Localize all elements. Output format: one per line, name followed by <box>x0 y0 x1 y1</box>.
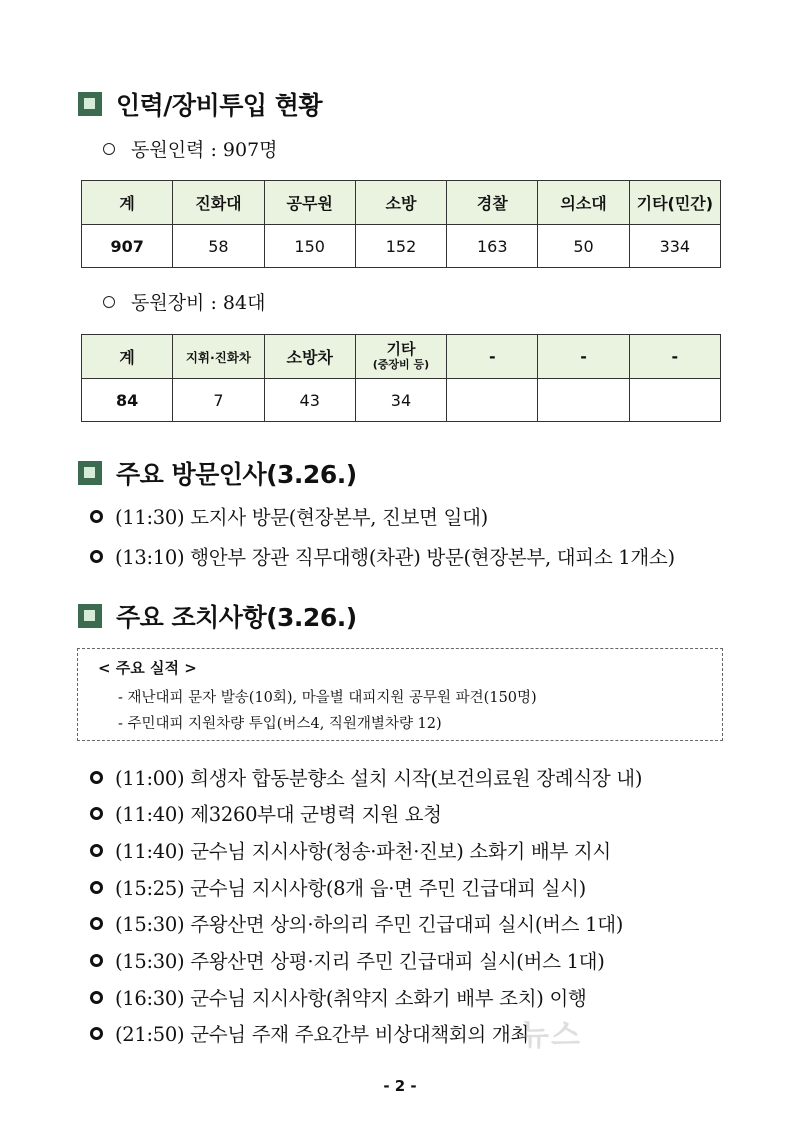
table-cell: 334 <box>629 225 720 268</box>
highlights-item: - 주민대피 지원차량 투입(버스4, 직원개별차량 12) <box>118 716 442 732</box>
highlights-heading: < 주요 실적 > <box>98 659 197 677</box>
table-cell: 7 <box>173 379 264 422</box>
personnel-subheading <box>103 135 278 162</box>
table-header-cell: 공무원 <box>264 181 355 225</box>
equipment-table <box>81 334 721 422</box>
personnel-table <box>81 180 721 268</box>
table-cell <box>447 379 538 422</box>
action-item <box>90 946 605 974</box>
table-row <box>82 225 721 268</box>
equipment-label: 동원장비 : 84대 <box>131 292 266 314</box>
table-cell: 907 <box>82 225 173 268</box>
section-title: 인력/장비투입 현황 <box>116 91 323 120</box>
section-heading-visits <box>78 455 357 491</box>
table-header-cell: - <box>447 335 538 379</box>
table-header-cell: - <box>629 335 720 379</box>
square-bullet-icon <box>78 92 102 116</box>
circle-bullet-icon <box>90 771 103 784</box>
table-cell: 43 <box>264 379 355 422</box>
action-text: (11:40) 제3260부대 군병력 지원 요청 <box>115 803 442 826</box>
action-item <box>90 763 642 791</box>
table-cell: 34 <box>355 379 446 422</box>
table-header-row <box>82 181 721 225</box>
circle-bullet-icon <box>90 550 103 563</box>
circle-bullet-icon <box>90 844 103 857</box>
header-main-text: 기타 <box>386 340 416 358</box>
table-header-row <box>82 335 721 379</box>
personnel-label: 동원인력 : 907명 <box>131 139 278 161</box>
action-item <box>90 836 611 864</box>
table-header-cell <box>355 335 446 379</box>
visit-text: (13:10) 행안부 장관 직무대행(차관) 방문(현장본부, 대피소 1개소) <box>115 546 675 569</box>
circle-bullet-icon <box>90 991 103 1004</box>
action-item <box>90 909 623 937</box>
section-heading-resources <box>78 86 322 122</box>
page-number: - 2 - <box>383 1077 417 1095</box>
circle-bullet-icon <box>90 1027 103 1040</box>
action-text: (11:40) 군수님 지시사항(청송·파천·진보) 소화기 배부 지시 <box>115 840 611 863</box>
circle-bullet-icon <box>103 296 115 308</box>
table-header-cell: 진화대 <box>173 181 264 225</box>
action-item <box>90 1019 529 1047</box>
circle-bullet-icon <box>90 954 103 967</box>
watermark: 뉴스 <box>520 1018 582 1053</box>
section-heading-actions <box>78 598 357 634</box>
table-header-cell: 계 <box>82 335 173 379</box>
table-header-cell: 기타(민간) <box>629 181 720 225</box>
equipment-subheading <box>103 288 265 315</box>
circle-bullet-icon <box>90 510 103 523</box>
table-cell: 50 <box>538 225 629 268</box>
visit-item <box>90 542 675 570</box>
table-header-cell: 소방차 <box>264 335 355 379</box>
action-item <box>90 983 587 1011</box>
action-text: (11:00) 희생자 합동분향소 설치 시작(보건의료원 장례식장 내) <box>115 767 643 790</box>
action-item <box>90 799 442 827</box>
section-title: 주요 조치사항(3.26.) <box>116 603 357 632</box>
table-cell: 84 <box>82 379 173 422</box>
circle-bullet-icon <box>90 881 103 894</box>
table-header-cell: 계 <box>82 181 173 225</box>
table-header-cell: 소방 <box>355 181 446 225</box>
table-cell <box>538 379 629 422</box>
table-cell: 58 <box>173 225 264 268</box>
circle-bullet-icon <box>103 143 115 155</box>
action-text: (21:50) 군수님 주재 주요간부 비상대책회의 개최 <box>115 1023 529 1046</box>
square-bullet-icon <box>78 604 102 628</box>
square-bullet-icon <box>78 461 102 485</box>
highlights-box <box>77 648 723 741</box>
action-text: (15:25) 군수님 지시사항(8개 읍·면 주민 긴급대피 실시) <box>115 877 586 900</box>
action-text: (16:30) 군수님 지시사항(취약지 소화기 배부 조치) 이행 <box>115 987 587 1010</box>
table-cell: 163 <box>447 225 538 268</box>
highlights-item: - 재난대피 문자 발송(10회), 마을별 대피지원 공무원 파견(150명) <box>118 690 537 706</box>
table-header-cell: - <box>538 335 629 379</box>
action-item <box>90 873 586 901</box>
table-cell <box>629 379 720 422</box>
circle-bullet-icon <box>90 807 103 820</box>
table-row <box>82 379 721 422</box>
action-text: (15:30) 주왕산면 상평·지리 주민 긴급대피 실시(버스 1대) <box>115 950 605 973</box>
table-header-cell: 의소대 <box>538 181 629 225</box>
table-header-cell: 지휘·진화차 <box>173 335 264 379</box>
visit-text: (11:30) 도지사 방문(현장본부, 진보면 일대) <box>115 506 488 529</box>
table-cell: 152 <box>355 225 446 268</box>
table-header-cell: 경찰 <box>447 181 538 225</box>
circle-bullet-icon <box>90 917 103 930</box>
table-cell: 150 <box>264 225 355 268</box>
header-note-text: (중장비 등) <box>372 358 430 371</box>
visit-item <box>90 502 488 530</box>
section-title: 주요 방문인사(3.26.) <box>116 460 357 489</box>
action-text: (15:30) 주왕산면 상의·하의리 주민 긴급대피 실시(버스 1대) <box>115 913 624 936</box>
